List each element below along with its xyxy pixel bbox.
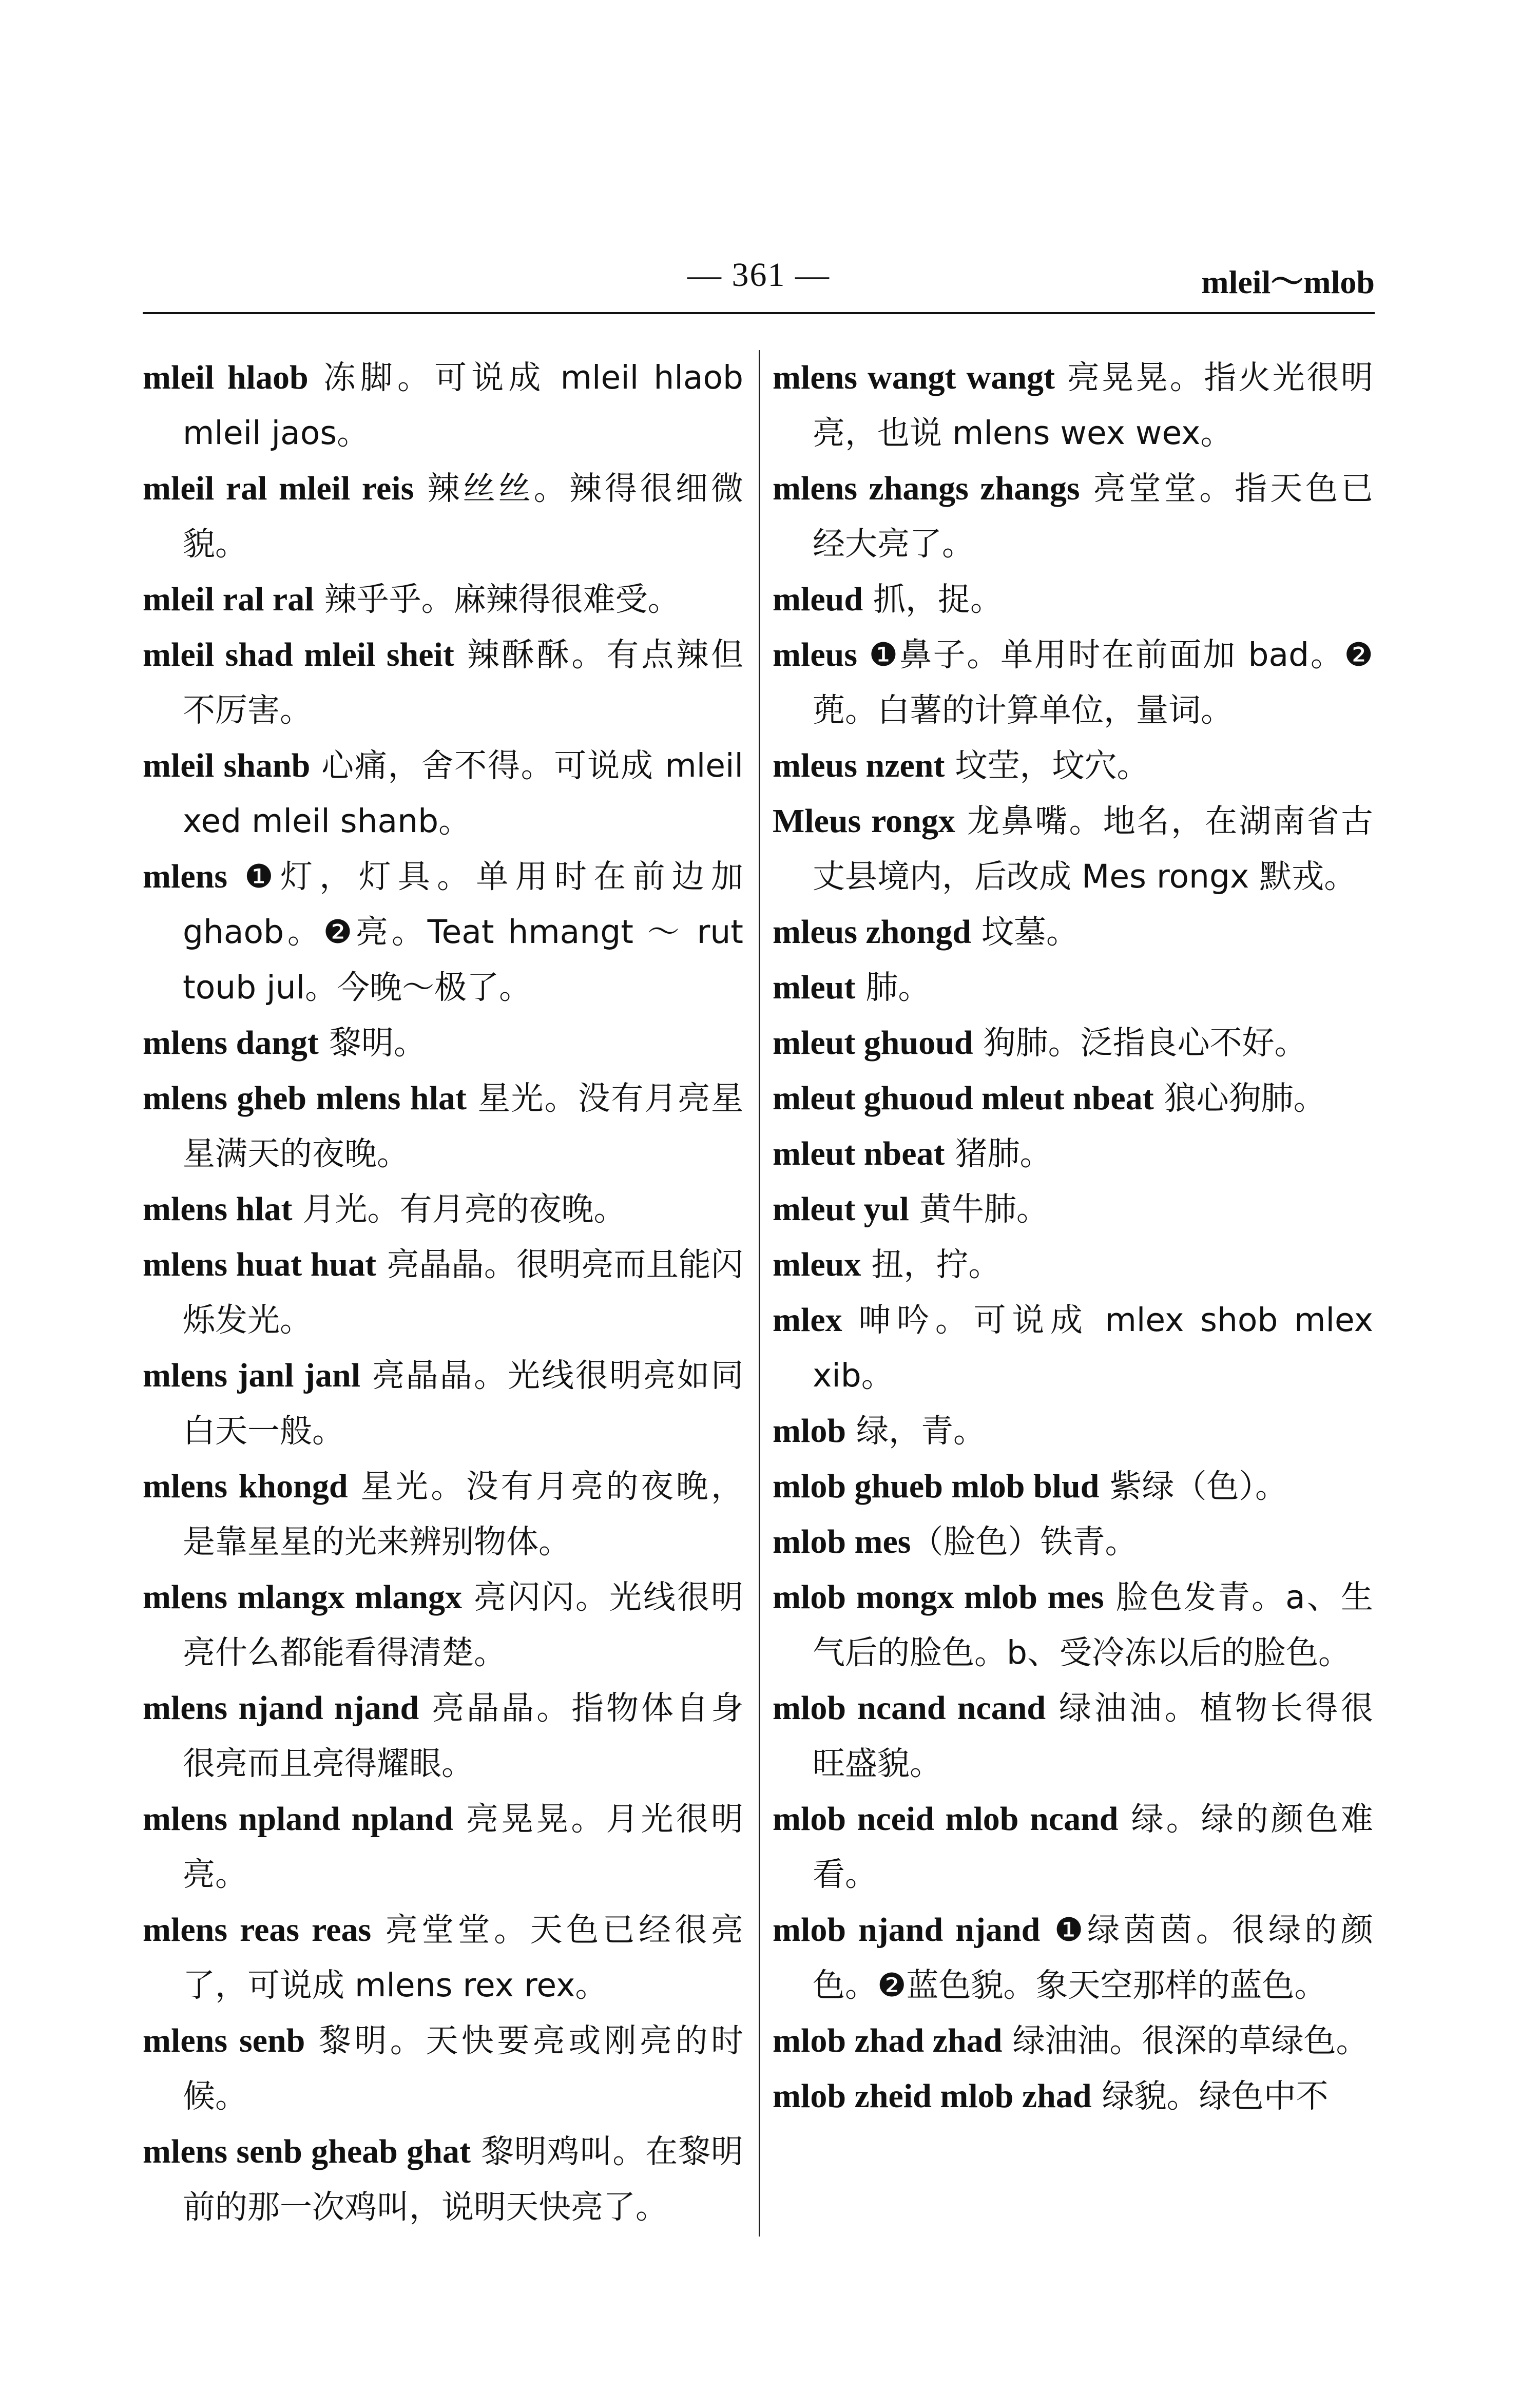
- entry-headword: mleut: [773, 969, 856, 1006]
- entry-definition: 龙鼻嘴。地名，在湖南省古丈县境内，后改成 Mes rongx 默戎。: [813, 802, 1374, 895]
- entry-headword: mlens senb gheab ghat: [143, 2133, 471, 2170]
- dictionary-entry: [773, 1570, 1373, 1681]
- dictionary-entry: [773, 1237, 1373, 1293]
- entry-definition: 坟茔，坟穴。: [945, 747, 1149, 784]
- running-head: mleil～mlob: [1201, 264, 1375, 300]
- column-divider: [759, 350, 760, 2237]
- left-column: [143, 350, 743, 2235]
- entry-definition: 黎明鸡叫。在黎明前的那一次鸡叫，说明天快亮了。: [183, 2133, 744, 2226]
- entry-definition: 亮晃晃。月光很明亮。: [183, 1800, 743, 1893]
- entry-headword: mleut ghuoud mleut nbeat: [773, 1080, 1154, 1117]
- entry-definition: 绿。绿的颜色难看。: [813, 1800, 1373, 1893]
- entry-headword: mlob ghueb mlob blud: [773, 1468, 1100, 1505]
- dictionary-entry: [773, 1791, 1373, 1902]
- entry-headword: mlens: [143, 858, 227, 895]
- dictionary-entry: [143, 461, 743, 572]
- entry-headword: mleux: [773, 1246, 861, 1283]
- entry-headword: mlens reas reas: [143, 1911, 372, 1949]
- dictionary-entry: [773, 794, 1373, 904]
- page-number: — 361 —: [687, 256, 830, 294]
- entry-definition: 星光。没有月亮星星满天的夜晚。: [183, 1080, 743, 1172]
- dictionary-entry: [773, 1403, 1373, 1459]
- dictionary-entry: [143, 1348, 743, 1459]
- entry-headword: mleil ral mleil reis: [143, 470, 414, 507]
- entry-headword: mleut yul: [773, 1190, 909, 1228]
- entry-headword: mlob ncand ncand: [773, 1689, 1046, 1727]
- entry-definition: 黎明。天快要亮或刚亮的时候。: [183, 2022, 743, 2115]
- entry-definition: 亮堂堂。指天色已经大亮了。: [813, 470, 1374, 563]
- entry-definition: 绿油油。很深的草绿色。: [1002, 2022, 1369, 2059]
- dictionary-entry: [143, 1459, 743, 1570]
- entry-headword: mleus zhongd: [773, 913, 971, 951]
- entry-headword: mlens zhangs zhangs: [773, 470, 1080, 507]
- entry-headword: mlens gheb mlens hlat: [143, 1080, 467, 1117]
- entry-headword: mleil hlaob: [143, 359, 309, 396]
- entry-headword: mlob zhad zhad: [773, 2022, 1003, 2059]
- entry-headword: mlob nceid mlob ncand: [773, 1800, 1119, 1838]
- dictionary-entry: [143, 1015, 743, 1071]
- entry-headword: mlex: [773, 1301, 842, 1339]
- dictionary-entry: [773, 350, 1373, 461]
- dictionary-entry: [773, 1293, 1373, 1403]
- entry-definition: 冻脚。可说成 mleil hlaob mleil jaos。: [183, 359, 743, 452]
- entry-definition: 亮晶晶。很明亮而且能闪烁发光。: [183, 1246, 744, 1339]
- entry-definition: （脸色）铁青。: [911, 1523, 1138, 1560]
- dictionary-entry: [773, 738, 1373, 794]
- dictionary-entry: [773, 2069, 1373, 2124]
- entry-headword: mlens mlangx mlangx: [143, 1578, 463, 1616]
- entry-headword: mleil shad mleil sheit: [143, 636, 454, 673]
- entry-definition: 抓，捉。: [863, 581, 1003, 618]
- dictionary-entry: [773, 1015, 1373, 1071]
- entry-headword: mlens janl janl: [143, 1357, 361, 1394]
- dictionary-entry: [143, 849, 743, 1015]
- dictionary-entry: [143, 1071, 743, 1182]
- entry-definition: 黄牛肺。: [909, 1190, 1049, 1228]
- entry-definition: 亮晶晶。光线很明亮如同白天一般。: [183, 1357, 743, 1450]
- entry-definition: 狗肺。泛指良心不好。: [973, 1024, 1307, 1062]
- entry-definition: 辣酥酥。有点辣但不厉害。: [183, 636, 743, 729]
- dictionary-entry: [143, 2013, 743, 2124]
- entry-headword: mlens huat huat: [143, 1246, 377, 1283]
- entry-headword: mleil ral ral: [143, 581, 314, 618]
- entry-definition: 坟墓。: [971, 913, 1079, 951]
- dictionary-entry: [143, 2124, 743, 2235]
- entry-headword: mleus: [773, 636, 857, 673]
- entry-headword: Mleus rongx: [773, 802, 955, 840]
- dictionary-entry: [143, 1182, 743, 1237]
- entry-definition: 亮晃晃。指火光很明亮，也说 mlens wex wex。: [813, 359, 1374, 452]
- dictionary-entry: [773, 1459, 1373, 1514]
- entry-headword: mlens dangt: [143, 1024, 319, 1062]
- dictionary-entry: [773, 461, 1373, 572]
- entry-headword: mleut ghuoud: [773, 1024, 973, 1062]
- entry-headword: mlens npland npland: [143, 1800, 453, 1838]
- entry-headword: mlens wangt wangt: [773, 359, 1055, 396]
- page-header: [143, 246, 1375, 313]
- entry-headword: mlens senb: [143, 2022, 305, 2059]
- entry-definition: 月光。有月亮的夜晚。: [292, 1190, 626, 1228]
- header-rule: [143, 312, 1375, 314]
- dictionary-entry: [773, 1182, 1373, 1237]
- entry-headword: mlob zheid mlob zhad: [773, 2077, 1092, 2115]
- dictionary-entry: [773, 904, 1373, 960]
- dictionary-entry: [773, 1514, 1373, 1570]
- entry-definition: 呻吟。可说成 mlex shob mlex xib。: [813, 1301, 1373, 1394]
- entry-definition: 猪肺。: [945, 1135, 1052, 1172]
- dictionary-entry: [773, 2013, 1373, 2069]
- entry-definition: 心痛，舍不得。可说成 mleil xed mleil shanb。: [183, 747, 743, 840]
- dictionary-entry: [773, 1126, 1373, 1182]
- entry-headword: mlob mongx mlob mes: [773, 1578, 1104, 1616]
- entry-headword: mlens hlat: [143, 1190, 293, 1228]
- dictionary-entry: [143, 572, 743, 627]
- dictionary-entry: [143, 350, 743, 461]
- entry-definition: ❶绿茵茵。很绿的颜色。❷蓝色貌。象天空那样的蓝色。: [813, 1911, 1373, 2004]
- right-column: [773, 350, 1373, 2124]
- dictionary-entry: [773, 1681, 1373, 1791]
- entry-headword: mlob: [773, 1412, 846, 1450]
- dictionary-entry: [143, 627, 743, 738]
- entry-headword: mleud: [773, 581, 863, 618]
- dictionary-entry: [143, 1570, 743, 1681]
- entry-definition: 亮闪闪。光线很明亮什么都能看得清楚。: [183, 1578, 743, 1671]
- dictionary-entry: [773, 960, 1373, 1015]
- dictionary-entry: [143, 738, 743, 849]
- entry-definition: 亮晶晶。指物体自身很亮而且亮得耀眼。: [183, 1689, 743, 1782]
- entry-definition: ❶鼻子。单用时在前面加 bad。❷蔸。白薯的计算单位，量词。: [813, 636, 1373, 729]
- dictionary-entry: [773, 1902, 1373, 2013]
- entry-definition: 绿貌。绿色中不: [1091, 2077, 1329, 2115]
- entry-definition: 辣乎乎。麻辣得很难受。: [314, 581, 680, 618]
- entry-definition: 绿油油。植物长得很旺盛貌。: [813, 1689, 1373, 1782]
- entry-definition: 辣丝丝。辣得很细微貌。: [183, 470, 743, 563]
- entry-definition: 亮堂堂。天色已经很亮了，可说成 mlens rex rex。: [183, 1911, 743, 2004]
- entry-headword: mlens khongd: [143, 1468, 348, 1505]
- entry-definition: 脸色发青。a、生气后的脸色。b、受冷冻以后的脸色。: [813, 1578, 1373, 1671]
- entry-definition: 绿，青。: [846, 1412, 986, 1450]
- dictionary-entry: [773, 1071, 1373, 1126]
- dictionary-entry: [143, 1791, 743, 1902]
- entry-definition: 肺。: [855, 969, 931, 1006]
- dictionary-entry: [143, 1681, 743, 1791]
- entry-definition: 扭，拧。: [861, 1246, 1001, 1283]
- dictionary-entry: [773, 572, 1373, 627]
- entry-headword: mleut nbeat: [773, 1135, 945, 1172]
- entry-headword: mleil shanb: [143, 747, 311, 784]
- entry-definition: 紫绿（色）。: [1099, 1468, 1287, 1505]
- dictionary-entry: [143, 1902, 743, 2013]
- entry-headword: mlob njand njand: [773, 1911, 1041, 1949]
- entry-definition: 狼心狗肺。: [1153, 1080, 1326, 1117]
- entry-headword: mlens njand njand: [143, 1689, 419, 1727]
- entry-definition: 星光。没有月亮的夜晚，是靠星星的光来辨别物体。: [183, 1468, 743, 1560]
- dictionary-entry: [773, 627, 1373, 738]
- entry-headword: mlob mes: [773, 1523, 911, 1560]
- entry-definition: 黎明。: [318, 1024, 426, 1062]
- dictionary-entry: [143, 1237, 743, 1348]
- entry-headword: mleus nzent: [773, 747, 945, 784]
- entry-definition: ❶灯，灯具。单用时在前边加 ghaob。❷亮。Teat hmangt ～ rut toub jul。今晚～极了。: [183, 858, 743, 1006]
